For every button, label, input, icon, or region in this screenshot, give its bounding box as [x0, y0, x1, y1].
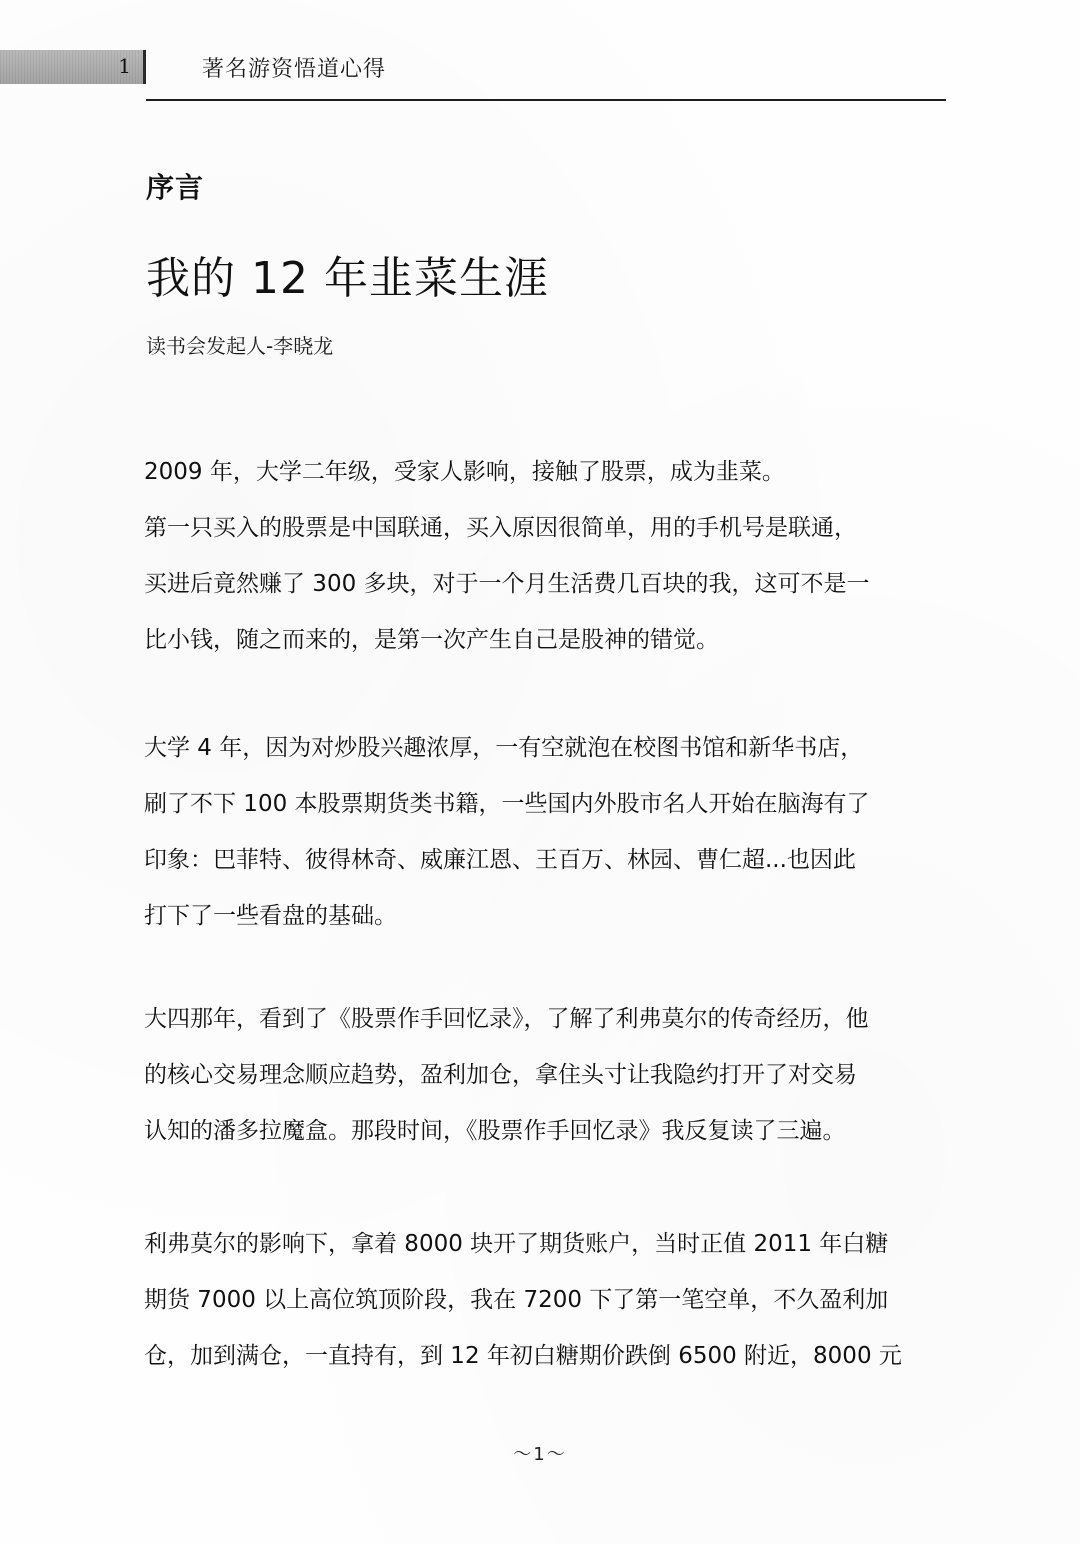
header-page-tab [0, 50, 146, 84]
text-line: 印象：巴菲特、彼得林奇、威廉江恩、王百万、林园、曹仁超...也因此 [144, 847, 856, 873]
text-line: 比小钱，随之而来的，是第一次产生自己是股神的错觉。 [144, 627, 719, 653]
text-line: 的核心交易理念顺应趋势，盈利加仓，拿住头寸让我隐约打开了对交易 [144, 1062, 857, 1088]
header-divider [146, 99, 946, 101]
chapter-title: 我的 12 年韭菜生涯 [146, 253, 549, 304]
footer-page-number: ～1～ [513, 1444, 567, 1465]
text-line: 认知的潘多拉魔盒。那段时间，《股票作手回忆录》我反复读了三遍。 [144, 1118, 846, 1144]
paragraph [144, 991, 956, 1159]
text-line: 利弗莫尔的影响下，拿着 8000 块开了期货账户，当时正值 2011 年白糖 [144, 1231, 889, 1257]
text-line: 打下了一些看盘的基础。 [144, 903, 397, 929]
author-byline: 读书会发起人-李晓龙 [146, 334, 334, 358]
section-label: 序言 [146, 171, 205, 204]
paragraph [144, 444, 956, 668]
text-line: 第一只买入的股票是中国联通，买入原因很简单，用的手机号是联通， [144, 515, 857, 541]
text-line: 大四那年，看到了《股票作手回忆录》，了解了利弗莫尔的传奇经历，他 [144, 1006, 869, 1032]
text-line: 刷了不下 100 本股票期货类书籍，一些国内外股市名人开始在脑海有了 [144, 791, 870, 817]
paragraph [144, 1216, 956, 1384]
text-line: 仓，加到满仓，一直持有，到 12 年初白糖期价跌倒 6500 附近，8000 元 [144, 1343, 902, 1369]
header-book-title: 著名游资悟道心得 [202, 57, 387, 82]
paragraph [144, 720, 956, 944]
text-line: 期货 7000 以上高位筑顶阶段，我在 7200 下了第一笔空单，不久盈利加 [144, 1287, 889, 1313]
text-line: 买进后竟然赚了 300 多块，对于一个月生活费几百块的我，这可不是一 [144, 571, 870, 597]
text-line: 大学 4 年，因为对炒股兴趣浓厚，一有空就泡在校图书馆和新华书店， [144, 735, 864, 761]
text-line: 2009 年，大学二年级，受家人影响，接触了股票，成为韭菜。 [144, 459, 785, 485]
header-page-number: 1 [118, 54, 131, 78]
